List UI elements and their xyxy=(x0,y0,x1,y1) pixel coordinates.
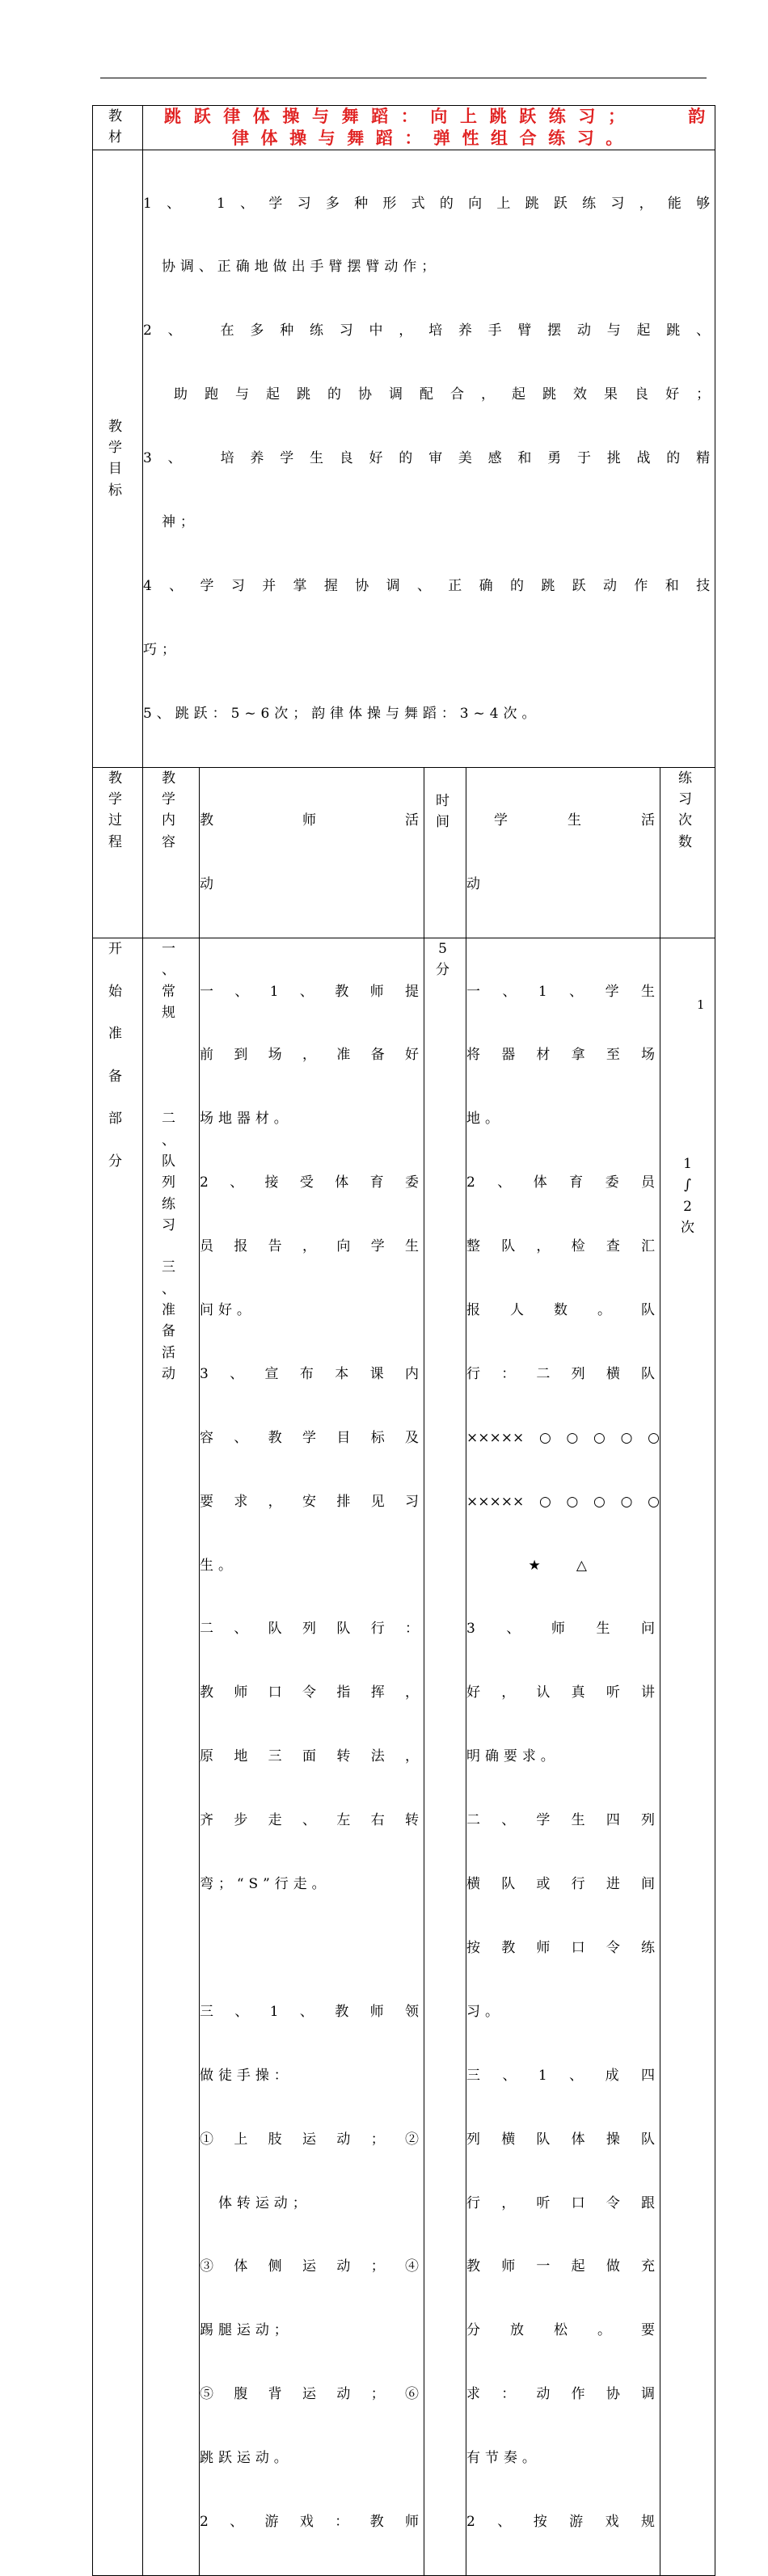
teacher-line: 跳跃运动。 xyxy=(200,2450,293,2467)
teacher-line: 容、教学目标及 xyxy=(200,1429,424,1446)
teacher-line: 做徒手操： xyxy=(200,2067,293,2084)
goals-row xyxy=(93,150,715,768)
material-title xyxy=(143,106,715,150)
goal-line: 2、 在多种练习中，培养手臂摆动与起跳、 xyxy=(143,323,715,339)
student-line: 求：动作协调 xyxy=(466,2386,660,2403)
section-practice-count: 1 ∫ 2 次 xyxy=(660,938,715,2575)
teacher-line: 教师口令指挥， xyxy=(200,1684,424,1701)
student-line: 横队或行进间 xyxy=(466,1876,660,1893)
student-line: 行，听口令跟 xyxy=(466,2194,660,2211)
student-line: 将器材拿至场 xyxy=(466,1047,660,1064)
student-line: 明确要求。 xyxy=(466,1748,559,1765)
teacher-line: 三、1、教师领 xyxy=(200,2003,424,2020)
teacher-line: 要求，安排见习 xyxy=(200,1493,424,1510)
header-teacher-line-2: 动 xyxy=(200,876,218,893)
goal-line: 巧； xyxy=(143,641,180,658)
student-line: 2、体育委员 xyxy=(466,1174,660,1191)
teacher-line: 二、队列队行： xyxy=(200,1621,424,1638)
teacher-line: 齐步走、左右转 xyxy=(200,1812,424,1829)
student-line: 三、1、成四 xyxy=(466,2067,660,2084)
student-line: 2、按游戏规 xyxy=(466,2513,660,2530)
goal-line: 助跑与起跳的协调配合，起跳效果良好； xyxy=(143,386,715,403)
header-time: 时 间 xyxy=(424,767,466,938)
goal-line: 协调、正确地做出手臂摆臂动作； xyxy=(143,259,441,276)
student-line: 列横队体操队 xyxy=(466,2131,660,2148)
goals-content xyxy=(143,150,715,768)
teacher-line: 问好。 xyxy=(200,1302,255,1319)
teacher-position-marker: ★ △ xyxy=(528,1557,598,1574)
header-student-activity xyxy=(466,767,660,938)
teacher-line: 2、接受体育委 xyxy=(200,1174,424,1191)
section-content-label: 一 、 常 规 二 、 队 列 练 习 三 、 准 备 活 动 xyxy=(143,938,200,2575)
page-number: 1 xyxy=(697,997,705,1012)
teacher-line: 前到场，准备好 xyxy=(200,1047,424,1064)
teacher-line: 一、1、教师提 xyxy=(200,983,424,1000)
student-line: 行：二列横队 xyxy=(466,1365,660,1382)
header-teacher-activity xyxy=(200,767,424,938)
teacher-line: 2、游戏：教师 xyxy=(200,2513,424,2530)
lesson-plan-table xyxy=(92,105,715,2576)
formation-row: ×××××○○○○○ xyxy=(466,1493,660,1510)
goal-line: 神； xyxy=(143,514,199,531)
teacher-line: 员报告，向学生 xyxy=(200,1238,424,1255)
formation-row: ×××××○○○○○ xyxy=(466,1429,660,1446)
material-title-line-1: 跳跃律体操与舞蹈：向上跳跃练习； 韵 xyxy=(164,106,709,126)
section-time: 5 分 xyxy=(424,938,466,2575)
teacher-line: 体转运动； xyxy=(200,2194,311,2211)
material-title-line-2: 律体操与舞蹈：弹性组合练习。 xyxy=(232,127,627,148)
teacher-line: 3、宣布本课内 xyxy=(200,1365,424,1382)
header-teacher-line-1: 教师活 xyxy=(200,812,424,829)
student-line: 教师一起做充 xyxy=(466,2258,660,2275)
teacher-line: ③体侧运动；④ xyxy=(200,2258,424,2275)
material-label: 教 材 xyxy=(93,106,143,150)
student-line: 报人数。队 xyxy=(466,1302,660,1319)
teacher-line: 场地器材。 xyxy=(200,1111,293,1128)
student-line: 分放松。要 xyxy=(466,2322,660,2339)
teacher-line: 生。 xyxy=(200,1557,237,1574)
header-student-line-1: 学生活 xyxy=(494,812,660,829)
student-line: 有节奏。 xyxy=(466,2450,541,2467)
section-part-label: 开 始 准 备 部 分 xyxy=(93,938,143,2575)
teacher-line: ①上肢运动；② xyxy=(200,2131,424,2148)
student-line: 地。 xyxy=(466,1111,504,1128)
warmup-section-row xyxy=(93,938,715,2575)
teacher-line: 踢腿运动； xyxy=(200,2322,293,2339)
goal-line: 4、学习并掌握协调、正确的跳跃动作和技 xyxy=(143,577,715,594)
student-line: 按教师口令练 xyxy=(466,1939,660,1956)
student-line: 二、学生四列 xyxy=(466,1812,660,1829)
goal-line: 5、跳跃：5~6次；韵律体操与舞蹈：3~4次。 xyxy=(143,705,541,722)
header-process: 教 学 过 程 xyxy=(93,767,143,938)
student-line: 整队，检查汇 xyxy=(466,1238,660,1255)
header-content: 教 学 内 容 xyxy=(143,767,200,938)
teacher-activity-cell xyxy=(200,938,424,2575)
material-row xyxy=(93,106,715,150)
teacher-line: 弯；“S”行走。 xyxy=(200,1876,331,1893)
student-line: 一、1、学生 xyxy=(466,983,660,1000)
student-activity-cell xyxy=(466,938,660,2575)
goals-label: 教 学 目 标 xyxy=(93,150,143,768)
teacher-line: ⑤腹背运动；⑥ xyxy=(200,2386,424,2403)
process-header-row xyxy=(93,767,715,938)
header-student-line-2: 动 xyxy=(466,876,485,893)
student-line: 3、师生问 xyxy=(466,1621,660,1638)
header-practice-count: 练 习 次 数 xyxy=(660,767,715,938)
goal-line: 1、 1、学习多种形式的向上跳跃练习，能够 xyxy=(143,195,715,212)
teacher-line xyxy=(200,1937,424,1958)
teacher-line: 原地三面转法， xyxy=(200,1748,424,1765)
student-line: 好，认真听讲 xyxy=(466,1684,660,1701)
goal-line: 3、 培养学生良好的审美感和勇于挑战的精 xyxy=(143,450,715,467)
student-line: 习。 xyxy=(466,2003,504,2020)
